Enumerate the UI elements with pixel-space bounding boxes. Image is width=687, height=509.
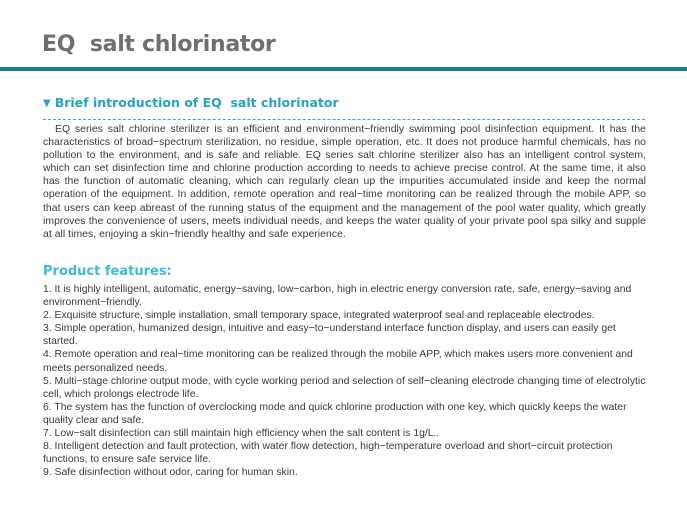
feature-item: 3. Simple operation, humanized design, intuitive and easy−to−understand interface function display, and users can easily get started.: [43, 323, 616, 348]
intro-heading: [43, 95, 339, 110]
feature-item: 6. The system has the function of overclocking mode and quick chlorine production with one key, which quickly keeps the water quality clear and safe.: [43, 401, 627, 426]
features-heading: Product features:: [43, 264, 172, 279]
feature-item: 7. Low−salt disinfection can still maintain high efficiency when the salt content is 1g/L..: [43, 428, 440, 440]
intro-paragraph: EQ series salt chlorine sterilizer is an efficient and environment−friendly swimming pool disinfection equipment. It has the characteristics of broad−spectrum sterilization, no residue, simple operation, etc. It does not produce harmful chemicals, has no pollution to the environment, and is safe and reliable. EQ series salt chlorine sterilizer also has an intelligent control system, which can set disinfection time and chlorine production according to needs to achieve precise control. At the same time, it also has the function of automatic cleaning, which can regularly clean up the impurities accumulated inside and keep the normal operation of the equipment. In addition, remote operation and real−time monitoring can be realized through the mobile APP, so that users can keep abreast of the running status of the equipment and the management of the pool water quality, which greatly improves the convenience of users, meets individual needs, and keeps the water quality of your private pool spa silky and supple at all times, enjoying a skin−friendly healthy and safe experience.: [43, 124, 646, 240]
features-list: [43, 283, 653, 479]
intro-heading-text: Brief introduction of EQ salt chlorinator: [54, 95, 339, 110]
feature-item: 2. Exquisite structure, simple installation, small temporary space, integrated waterproof seal and replaceable electrodes.: [43, 310, 595, 322]
feature-item: 9. Safe disinfection without odor, caring for human skin.: [43, 467, 298, 479]
page-title: EQ salt chlorinator: [42, 32, 276, 57]
dashed-divider: [43, 119, 645, 120]
title-divider: [0, 67, 687, 71]
feature-item: 1. It is highly intelligent, automatic, energy−saving, low−carbon, high in electric energy conversion rate, safe, energy−saving and environment−friendly.: [43, 284, 632, 309]
feature-item: 4. Remote operation and real−time monitoring can be realized through the mobile APP, which makes users more convenient and meets personalized needs.: [43, 349, 633, 374]
feature-item: 8. Intelligent detection and fault protection, with water flow detection, high−temperature overload and short−circuit protection functions, to ensure safe service life.: [43, 441, 613, 466]
triangle-down-icon: ▼: [43, 98, 51, 109]
feature-item: 5. Multi−stage chlorine output mode, with cycle working period and selection of self−cleaning electrode changing time of electrolytic cell, which prolongs electrode life.: [43, 375, 646, 400]
